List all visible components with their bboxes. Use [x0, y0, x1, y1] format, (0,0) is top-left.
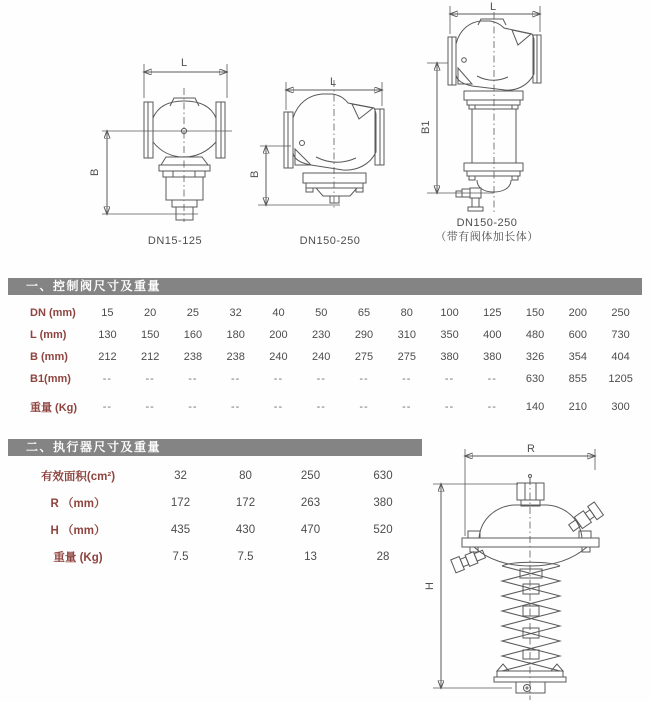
cell-value: 855	[568, 373, 588, 385]
cell-value: 275	[354, 351, 374, 363]
row-label: 重量 (Kg)	[53, 551, 103, 564]
section2-title: 二、执行器尺寸及重量	[26, 440, 162, 454]
cell-value: --	[102, 373, 113, 385]
cell-value: 200	[269, 329, 288, 341]
cell-value: --	[316, 373, 326, 385]
cell-value: 80	[400, 307, 413, 319]
cell-value: 730	[611, 329, 630, 341]
table-row	[8, 302, 642, 324]
cell-value: 310	[397, 329, 416, 341]
cell-value: --	[316, 401, 326, 413]
dim-label-b: B	[249, 170, 261, 178]
cell-value: 350	[440, 329, 459, 341]
cell-value: --	[188, 373, 198, 385]
cell-value: 630	[525, 373, 545, 385]
cell-value: 250	[300, 469, 321, 482]
cell-value: 600	[568, 329, 588, 341]
cell-value: 180	[226, 329, 245, 341]
row-label: 有效面积(cm²)	[40, 470, 116, 483]
cell-value: 520	[373, 523, 393, 536]
cell-value: --	[102, 401, 113, 413]
cell-value: 230	[312, 329, 331, 341]
valve-small-drawing	[89, 57, 232, 222]
valve-extended-caption-line1: DN150-250	[456, 217, 518, 229]
cell-value: 240	[269, 351, 288, 363]
cell-value: 80	[239, 469, 252, 482]
valve-large-drawing	[249, 76, 384, 208]
cell-value: 50	[315, 307, 328, 319]
actuator-size-table	[8, 462, 423, 570]
cell-value: 7.5	[237, 550, 254, 563]
row-label: 重量 (Kg)	[30, 402, 78, 414]
section1-title: 一、控制阀尺寸及重量	[26, 279, 162, 293]
cell-value: 25	[186, 307, 200, 319]
row-label: B1(mm)	[30, 373, 71, 385]
cell-value: 150	[140, 329, 160, 341]
row-label: R （mm）	[50, 497, 106, 510]
row-label: B (mm)	[30, 351, 68, 363]
cell-value: 13	[304, 550, 317, 563]
cell-value: 470	[300, 523, 321, 536]
cell-value: --	[359, 401, 369, 413]
valve-extended-caption	[427, 216, 547, 244]
dim-label-h: H	[424, 582, 436, 590]
cell-value: --	[487, 401, 497, 413]
dim-label-b: B	[89, 168, 101, 176]
cell-value: 140	[525, 401, 545, 413]
cell-value: --	[145, 373, 155, 385]
cell-value: 290	[354, 329, 374, 341]
valve-large-caption: DN150-250	[299, 235, 361, 247]
cell-value: 65	[357, 307, 371, 319]
cell-value: 404	[611, 351, 630, 363]
cell-value: 20	[144, 307, 157, 319]
cell-value: 250	[611, 307, 630, 319]
row-label: DN (mm)	[30, 307, 76, 319]
table-row	[8, 396, 642, 418]
cell-value: 354	[568, 351, 588, 363]
cell-value: 630	[373, 469, 393, 482]
cell-value: --	[444, 373, 455, 385]
cell-value: 32	[229, 307, 242, 319]
cell-value: --	[359, 373, 369, 385]
cell-value: 435	[170, 523, 191, 536]
valve-size-table	[8, 302, 642, 418]
cell-value: 238	[183, 351, 203, 363]
actuator-drawing	[424, 443, 603, 700]
dim-label-b1: B1	[420, 120, 432, 134]
table-row	[8, 489, 423, 516]
valve-small-caption: DN15-125	[147, 235, 203, 247]
cell-value: 380	[440, 351, 459, 363]
valve-extended-drawing	[420, 1, 541, 214]
cell-value: 40	[272, 307, 285, 319]
table-row	[8, 462, 423, 489]
cell-value: --	[444, 401, 455, 413]
row-label: L (mm)	[30, 329, 67, 341]
row-label: H （mm）	[50, 524, 106, 537]
table-row	[8, 368, 642, 390]
cell-value: 200	[568, 307, 588, 319]
cell-value: 380	[483, 351, 502, 363]
cell-value: --	[402, 373, 412, 385]
table-row	[8, 543, 423, 570]
cell-value: 212	[98, 351, 117, 363]
cell-value: 28	[376, 550, 390, 563]
section1-header-bar	[8, 278, 642, 295]
cell-value: 275	[397, 351, 416, 363]
cell-value: 130	[98, 329, 117, 341]
cell-value: 240	[312, 351, 331, 363]
valve-extended-caption-line2: （带有阀体加长体）	[435, 231, 539, 243]
cell-value: 263	[300, 496, 321, 509]
section2-header-bar	[8, 439, 422, 456]
table-row	[8, 346, 642, 368]
dim-label-l: L	[181, 57, 188, 69]
cell-value: 15	[101, 307, 114, 319]
cell-value: 326	[525, 351, 545, 363]
cell-value: 160	[183, 329, 203, 341]
cell-value: 210	[568, 401, 588, 413]
cell-value: 212	[140, 351, 160, 363]
cell-value: --	[487, 373, 497, 385]
cell-value: --	[273, 373, 284, 385]
cell-value: --	[188, 401, 198, 413]
dim-label-r: R	[527, 443, 535, 455]
dim-label-l: L	[490, 1, 497, 13]
cell-value: 1205	[608, 373, 633, 385]
cell-value: 238	[226, 351, 245, 363]
cell-value: --	[273, 401, 284, 413]
cell-value: --	[145, 401, 155, 413]
cell-value: 172	[170, 496, 191, 509]
cell-value: 32	[174, 469, 187, 482]
table-row	[8, 324, 642, 346]
cell-value: 172	[235, 496, 256, 509]
dim-label-l: L	[330, 76, 337, 88]
cell-value: 7.5	[172, 550, 189, 563]
cell-value: --	[402, 401, 412, 413]
cell-value: --	[231, 373, 241, 385]
table-row	[8, 516, 423, 543]
cell-value: 400	[483, 329, 502, 341]
cell-value: 430	[235, 523, 256, 536]
cell-value: 150	[525, 307, 545, 319]
cell-value: 100	[440, 307, 459, 319]
cell-value: 480	[525, 329, 545, 341]
cell-value: 300	[611, 401, 630, 413]
cell-value: 125	[483, 307, 502, 319]
cell-value: --	[231, 401, 241, 413]
cell-value: 380	[373, 496, 393, 509]
